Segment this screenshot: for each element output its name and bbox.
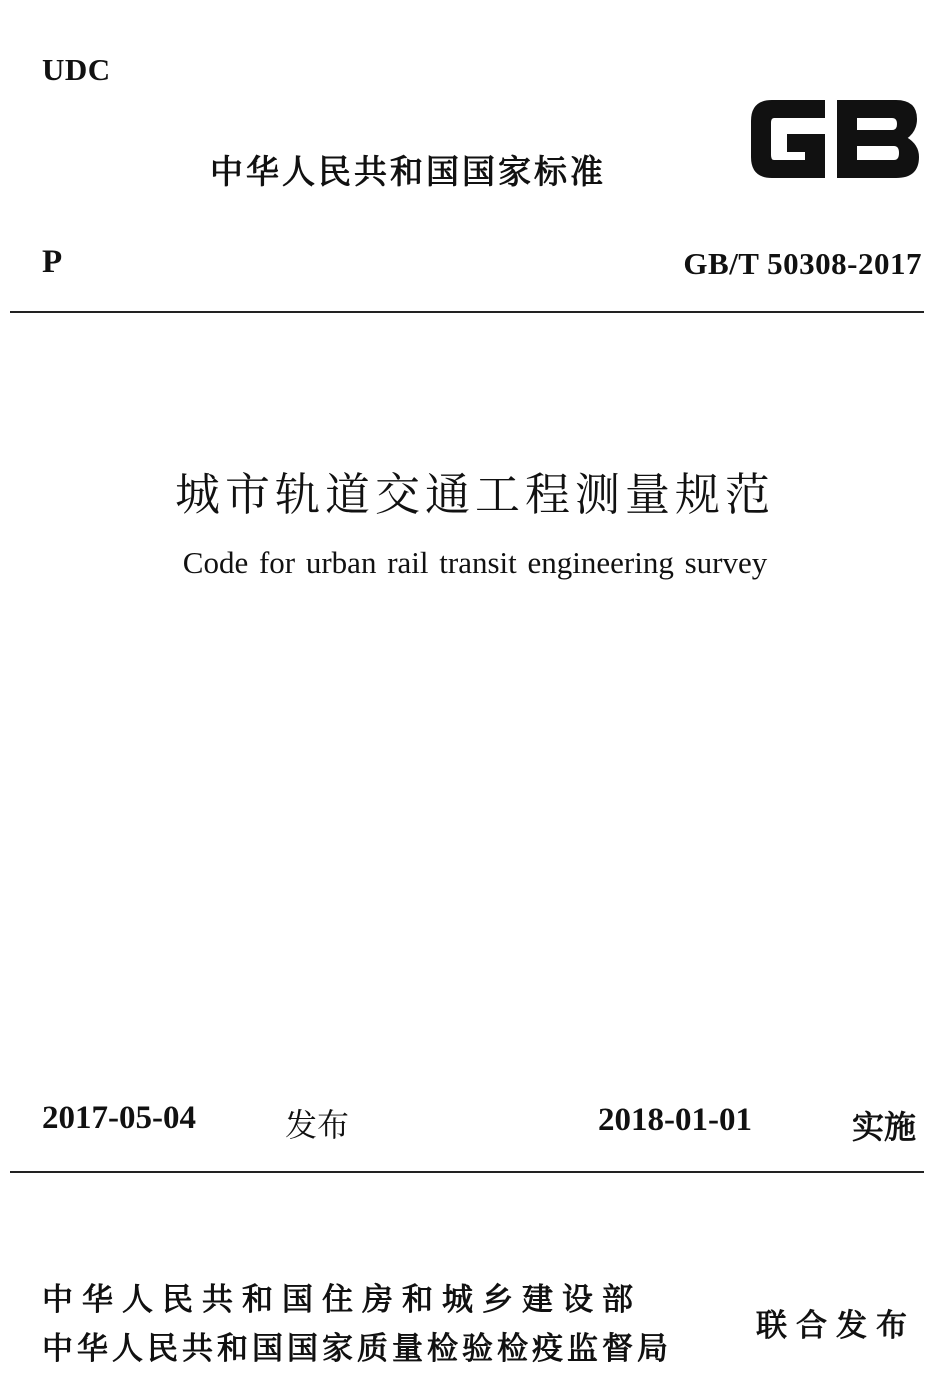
bottom-divider [10,1171,924,1173]
title-english: Code for urban rail transit engineering survey [182,545,768,580]
issuer-ministry-housing: 中华人民共和国住房和城乡建设部 [42,1282,642,1318]
gb-logo [744,93,924,185]
publish-label: 发布 [285,1106,350,1144]
issuer-quality-inspection: 中华人民共和国国家质量检验检疫监督局 [42,1331,672,1367]
implement-date: 2018-01-01 [598,1102,752,1138]
title-chinese: 城市轨道交通工程测量规范 [174,468,775,521]
top-divider [10,311,924,313]
udc-label: UDC [42,52,111,87]
publish-date: 2017-05-04 [42,1100,196,1136]
standard-number: GB/T 50308-2017 [683,246,922,281]
implement-label: 实施 [852,1108,917,1146]
category-code: P [42,244,63,280]
national-standard-heading: 中华人民共和国国家标准 [210,152,606,191]
joint-issue-label: 联合发布 [756,1308,916,1344]
